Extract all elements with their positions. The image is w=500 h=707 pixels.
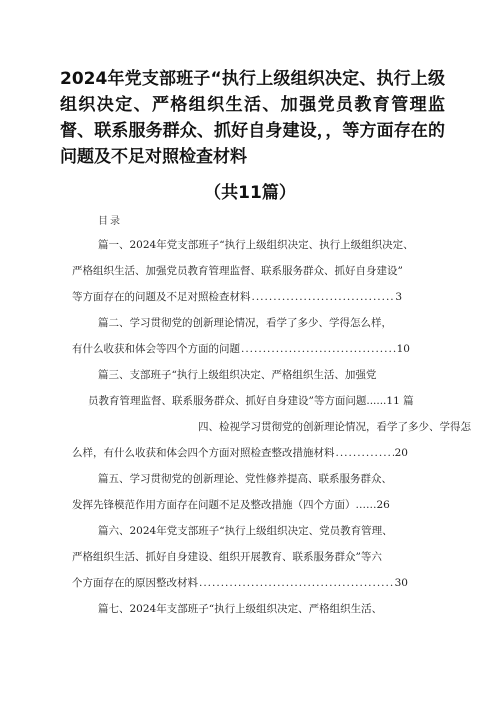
toc-line-text: 员教育管理监督、联系服务群众、抓好自身建设”等方面问题......11 篇 [88, 395, 414, 407]
document-subtitle: （共11篇） [204, 183, 296, 203]
toc-page-number: 3 [395, 291, 402, 303]
toc-line [98, 316, 392, 330]
toc-line[interactable] [72, 446, 408, 460]
toc-line-text: 篇五、学习贯彻党的创新理论、党性修养提高、联系服务群众、 [98, 473, 392, 485]
toc-line-text: 有什么收获和体会等四个方面的问题 [72, 343, 240, 355]
toc-line-text: 篇六、2024年党支部班子“执行上级组织决定、党员教育管理、 [98, 525, 393, 537]
toc-line [98, 602, 382, 616]
toc-line-text: 等方面存在的问题及不足对照检查材料 [72, 291, 251, 303]
toc-line [98, 238, 414, 252]
toc-line-text: 个方面存在的原因整改材料 [72, 577, 198, 589]
toc-line-text: 四、检视学习贯彻党的创新理论情况，看学了多少、学得怎 [198, 421, 471, 433]
toc-line[interactable] [72, 498, 390, 512]
toc-line[interactable] [72, 290, 402, 304]
toc-page-number: 20 [394, 447, 408, 459]
toc-line [72, 550, 382, 564]
toc-page-number: 30 [394, 577, 408, 589]
toc-line [198, 420, 471, 434]
toc-leader-dots [241, 342, 396, 356]
toc-line-text: 篇三、支部班子“执行上级组织决定、严格组织生活、加强党 [98, 369, 377, 381]
toc-line-text: 篇二、学习贯彻党的创新理论情况，看学了多少、学得怎么样， [98, 317, 392, 329]
toc-line-text: 篇一、2024年党支部班子“执行上级组织决定、执行上级组织决定、 [98, 239, 414, 251]
toc-line[interactable] [72, 342, 410, 356]
toc-leader-dots [336, 446, 394, 460]
toc-line-text: 么样，有什么收获和体会四个方面对照检查整改措施材料 [72, 447, 335, 459]
toc-line-text: 严格组织生活、抓好自身建设、组织开展教育、联系服务群众”等六 [72, 551, 382, 563]
toc-leader-dots [199, 576, 394, 590]
toc-line [98, 524, 393, 538]
toc-line[interactable] [72, 576, 408, 590]
toc-line-text: 发挥先锋模范作用方面存在问题不足及整改措施（四个方面）……26 [72, 499, 390, 511]
document-title: 2024年党支部班子“执行上级组织决定、执行上级组织决定、严格组织生活、加强党员教育管理监督、联系服务群众、抓好自身建设，，等方面存在的问题及不足对照检查材料 [60, 69, 445, 167]
toc-line [72, 264, 403, 278]
toc-heading: 目录 [98, 216, 122, 227]
toc-line-text: 严格组织生活、加强党员教育管理监督、联系服务群众、抓好自身建设” [72, 265, 403, 277]
toc-line[interactable] [88, 394, 414, 408]
toc-line [98, 368, 376, 382]
toc-leader-dots [252, 290, 395, 304]
toc-line [98, 472, 392, 486]
toc-line-text: 篇七、2024年支部班子“执行上级组织决定、严格组织生活、 [98, 603, 383, 615]
toc-page-number: 10 [396, 343, 410, 355]
